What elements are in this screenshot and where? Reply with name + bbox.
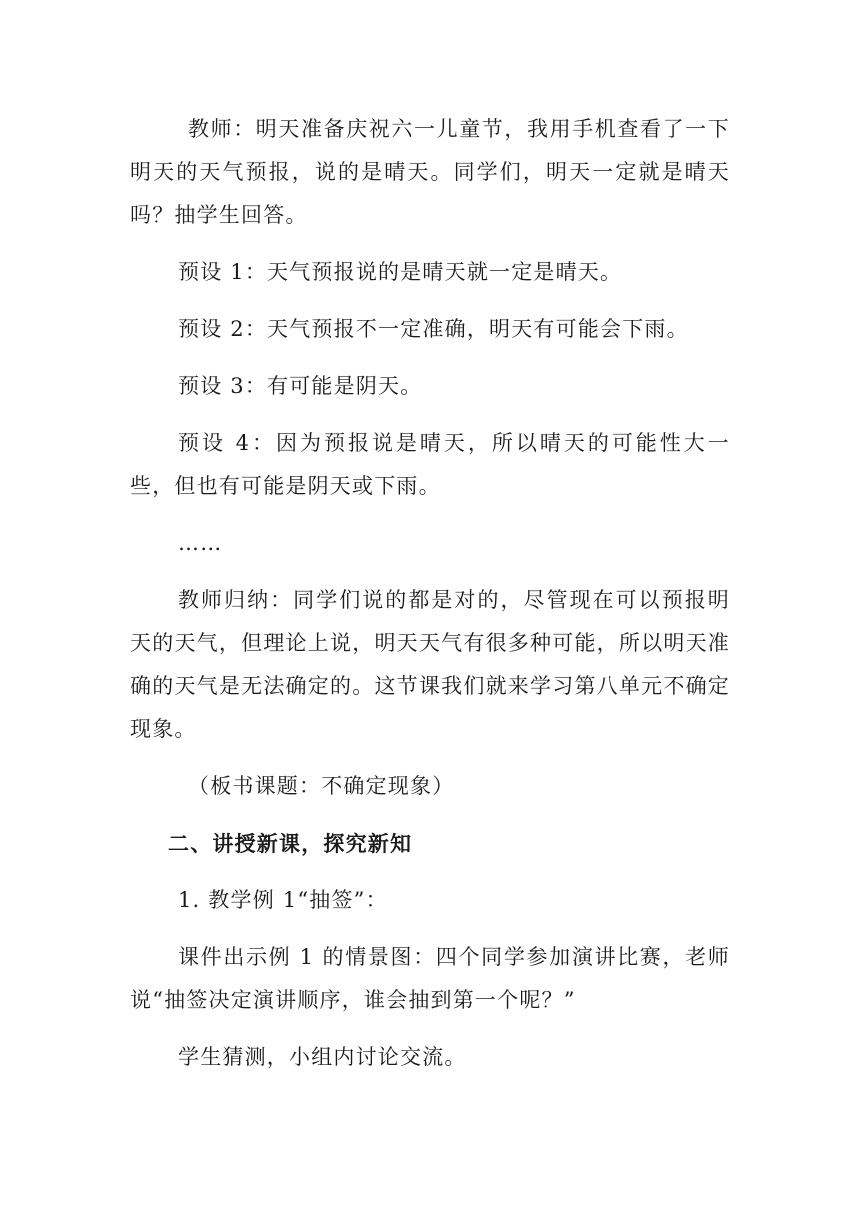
- teacher-intro-paragraph: 教师：明天准备庆祝六一儿童节，我用手机查看了一下明天的天气预报，说的是晴天。同学们，明天一定就是晴天吗？抽学生回答。: [130, 117, 730, 227]
- student-discussion-paragraph: 学生猜测，小组内讨论交流。: [178, 1045, 467, 1069]
- blackboard-title-paragraph: （板书课题：不确定现象）: [188, 774, 455, 798]
- hypothesis-1-paragraph: 预设 1：天气预报说的是晴天就一定是晴天。: [178, 260, 623, 284]
- hypothesis-2-paragraph: 预设 2：天气预报不一定准确，明天有可能会下雨。: [178, 317, 689, 341]
- document-body: [130, 108, 730, 1079]
- ellipsis-paragraph: ……: [178, 531, 223, 555]
- courseware-paragraph: 课件出示例 1 的情景图：四个同学参加演讲比赛，老师说“抽签决定演讲顺序，谁会抽到第一个呢？”: [130, 945, 730, 1012]
- teacher-summary-paragraph: 教师归纳：同学们说的都是对的，尽管现在可以预报明天的天气，但理论上说，明天天气有很多种可能，所以明天准确的天气是无法确定的。这节课我们就来学习第八单元不确定现象。: [130, 588, 730, 741]
- example-1-heading: 1. 教学例 1“抽签”：: [178, 888, 388, 912]
- hypothesis-3-paragraph: 预设 3：有可能是阴天。: [178, 374, 423, 398]
- hypothesis-4-paragraph: 预设 4：因为预报说是晴天，所以晴天的可能性大一些，但也有可能是阴天或下雨。: [130, 431, 730, 498]
- section-heading: 二、讲授新课，探究新知: [168, 831, 413, 856]
